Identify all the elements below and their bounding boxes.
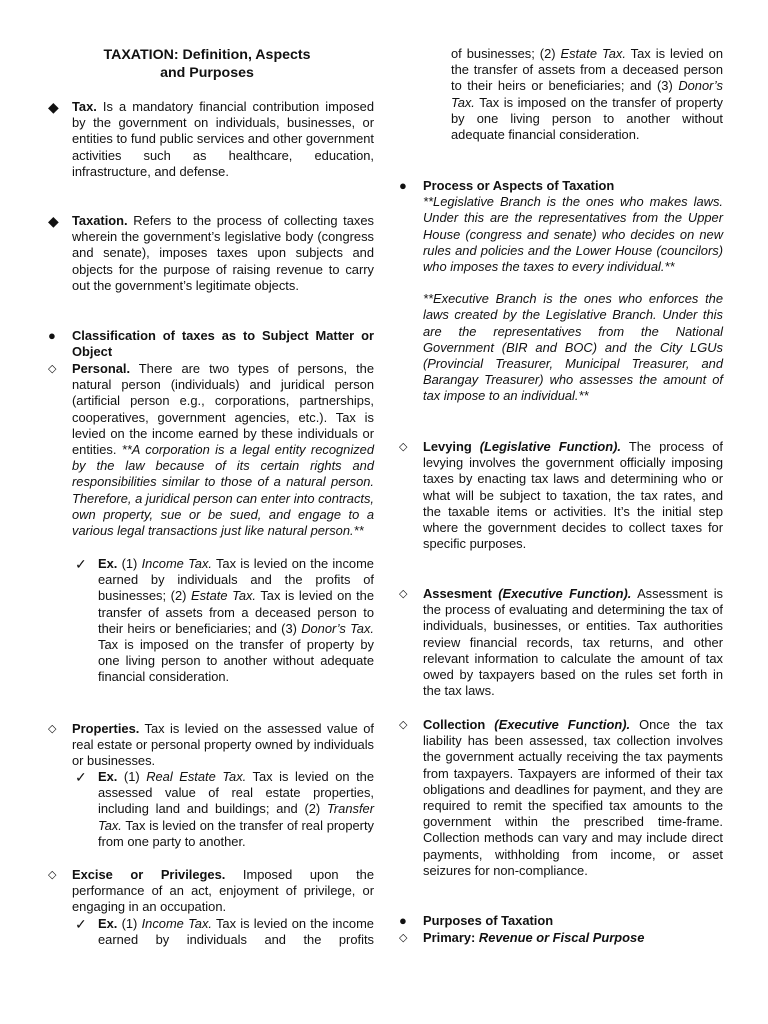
purposes-heading: ● Purposes of Taxation xyxy=(399,913,554,928)
legislative-note: **Legislative Branch is the ones who makes laws. Under this are the representatives from the Upper House (congress and senate) who decides on new rules and policies and the Lower House (councilors) who imposes the taxes to every individual.** xyxy=(423,194,723,275)
tax-term: Tax. xyxy=(72,99,97,114)
tax-definition xyxy=(48,99,374,180)
classification-heading xyxy=(48,328,374,360)
properties-text: Tax is levied on the assessed value of real estate or personal property owned by individuals or businesses. xyxy=(72,721,374,769)
excise-item xyxy=(48,867,374,916)
hollow-diamond-icon: ◇ xyxy=(399,719,408,731)
assessment-item: ◇ Assesment (Executive Function). Assessment is the process of evaluating and determining the tax of individuals, businesses, or entities. Tax authorities review financial records, tax returns, and other relevant information to calculate the amount of tax owed by taxpayers based on the rules set forth in the tax laws. xyxy=(399,586,724,699)
executive-note: **Executive Branch is the ones who enforces the laws created by the Legislative Branch. Under this are the representatives from the National Government (BIR and BOC) and the City LGUs (Provincial Treasurer, Municipal Treasurer, and Barangay Treasurer) who assesses the amount of tax impose to an individual.** xyxy=(423,291,723,404)
excise-example: ✓ Ex. (1) Income Tax. Tax is levied on the income earned by individuals and the profits xyxy=(75,916,374,948)
taxation-definition xyxy=(48,213,374,294)
process-heading: Process or Aspects of Taxation xyxy=(423,178,615,193)
title-line-1: TAXATION: Definition, Aspects xyxy=(103,47,311,63)
properties-item xyxy=(48,721,374,770)
personal-note: **A corporation is a legal entity recognized by the law because of its certain rights and responsibilities similar to those of a natural person. Therefore, a juridical person can enter into contracts, own property, sue or be sued, and engage to a various legal transactions just like natural person.** xyxy=(72,442,374,539)
hollow-diamond-icon: ◇ xyxy=(48,723,57,735)
process-section xyxy=(399,178,723,405)
hollow-diamond-icon: ◇ xyxy=(399,588,408,600)
excise-term: Excise or Privileges. xyxy=(72,867,226,882)
check-icon: ✓ xyxy=(75,769,87,785)
tax-text: Is a mandatory financial contribution imposed by the government on individuals, businesses, or entities to fund public services and other government activities such as healthcare, education, infrastructure, and defense. xyxy=(72,99,374,179)
taxation-text: Refers to the process of collecting taxes wherein the government’s legislative body (congress and senate), imposes taxes upon subjects and objects for the purpose of raising revenue to carry out the government’s legitimate objects. xyxy=(72,213,374,293)
hollow-diamond-icon: ◇ xyxy=(48,363,57,375)
round-bullet-icon: ● xyxy=(399,178,407,193)
hollow-diamond-icon: ◇ xyxy=(399,441,408,453)
title-line-2: and Purposes xyxy=(160,65,254,81)
personal-item xyxy=(48,361,374,539)
personal-example: ✓ Ex. (1) Income Tax. Tax is levied on the income earned by individuals and the profits of businesses; (2) Estate Tax. Tax is levied on the transfer of assets from a deceased person to their heirs or beneficiaries; and (3) Donor’s Tax. Tax is imposed on the transfer of property by one living person to another without adequate financial consideration. xyxy=(75,556,374,685)
diamond-bullet-icon: ◆ xyxy=(48,213,59,229)
primary-purpose: ◇ Primary: Revenue or Fiscal Purpose xyxy=(399,930,645,945)
round-bullet-icon: ● xyxy=(48,328,56,343)
properties-example: ✓ Ex. (1) Real Estate Tax. Tax is levied on the assessed value of real estate properties, including land and buildings; and (2) Transfer Tax. Tax is levied on the transfer of real property from one party to another. xyxy=(75,769,375,849)
check-icon: ✓ xyxy=(75,916,87,932)
excise-text: Imposed upon the performance of an act, enjoyment of privilege, or engaging in an occupation. xyxy=(72,867,374,915)
properties-term: Properties. xyxy=(72,721,140,736)
personal-text: There are two types of persons, the natural person (individuals) and juridical person (artificial person e.g., corporations, partnerships, cooperatives, government agencies, etc.). Tax is levied on the income earned by these individuals or entities. xyxy=(72,361,374,458)
diamond-bullet-icon: ◆ xyxy=(48,99,59,115)
check-icon: ✓ xyxy=(75,556,87,572)
ex-label: Ex. xyxy=(98,556,118,571)
collection-item: ◇ Collection (Executive Function). Once the tax liability has been assessed, tax collection involves the government actually receiving the tax payments from taxpayers. Taxpayers are informed of their tax obligations and deadlines for payment, and they are required to remit the specified tax amounts to the government within the prescribed time-frame. Collection methods can vary and may include direct payments, withholding from income, or asset seizures for non-compliance. xyxy=(399,717,724,878)
levying-item: ◇ Levying (Legislative Function). The process of levying involves the government officially imposing taxes by enacting tax laws and determining who or what will be subject to taxation, the tax rates, and the taxable items or activities. It’s the initial step where the government decides to collect taxes for specific purposes. xyxy=(399,439,723,552)
taxation-term: Taxation. xyxy=(72,213,128,228)
hollow-diamond-icon: ◇ xyxy=(48,869,57,881)
continued-example: of businesses; (2) Estate Tax. Tax is levied on the transfer of assets from a deceased person to their heirs or beneficiaries; and (3) Donor’s Tax. Tax is imposed on the transfer of property by one living person to another without adequate financial consideration. xyxy=(451,46,724,143)
hollow-diamond-icon: ◇ xyxy=(399,932,408,944)
page-title xyxy=(48,46,366,82)
personal-term: Personal. xyxy=(72,361,131,376)
classification-heading-text: Classification of taxes as to Subject Matter or Object xyxy=(72,328,374,360)
round-bullet-icon: ● xyxy=(399,913,407,928)
